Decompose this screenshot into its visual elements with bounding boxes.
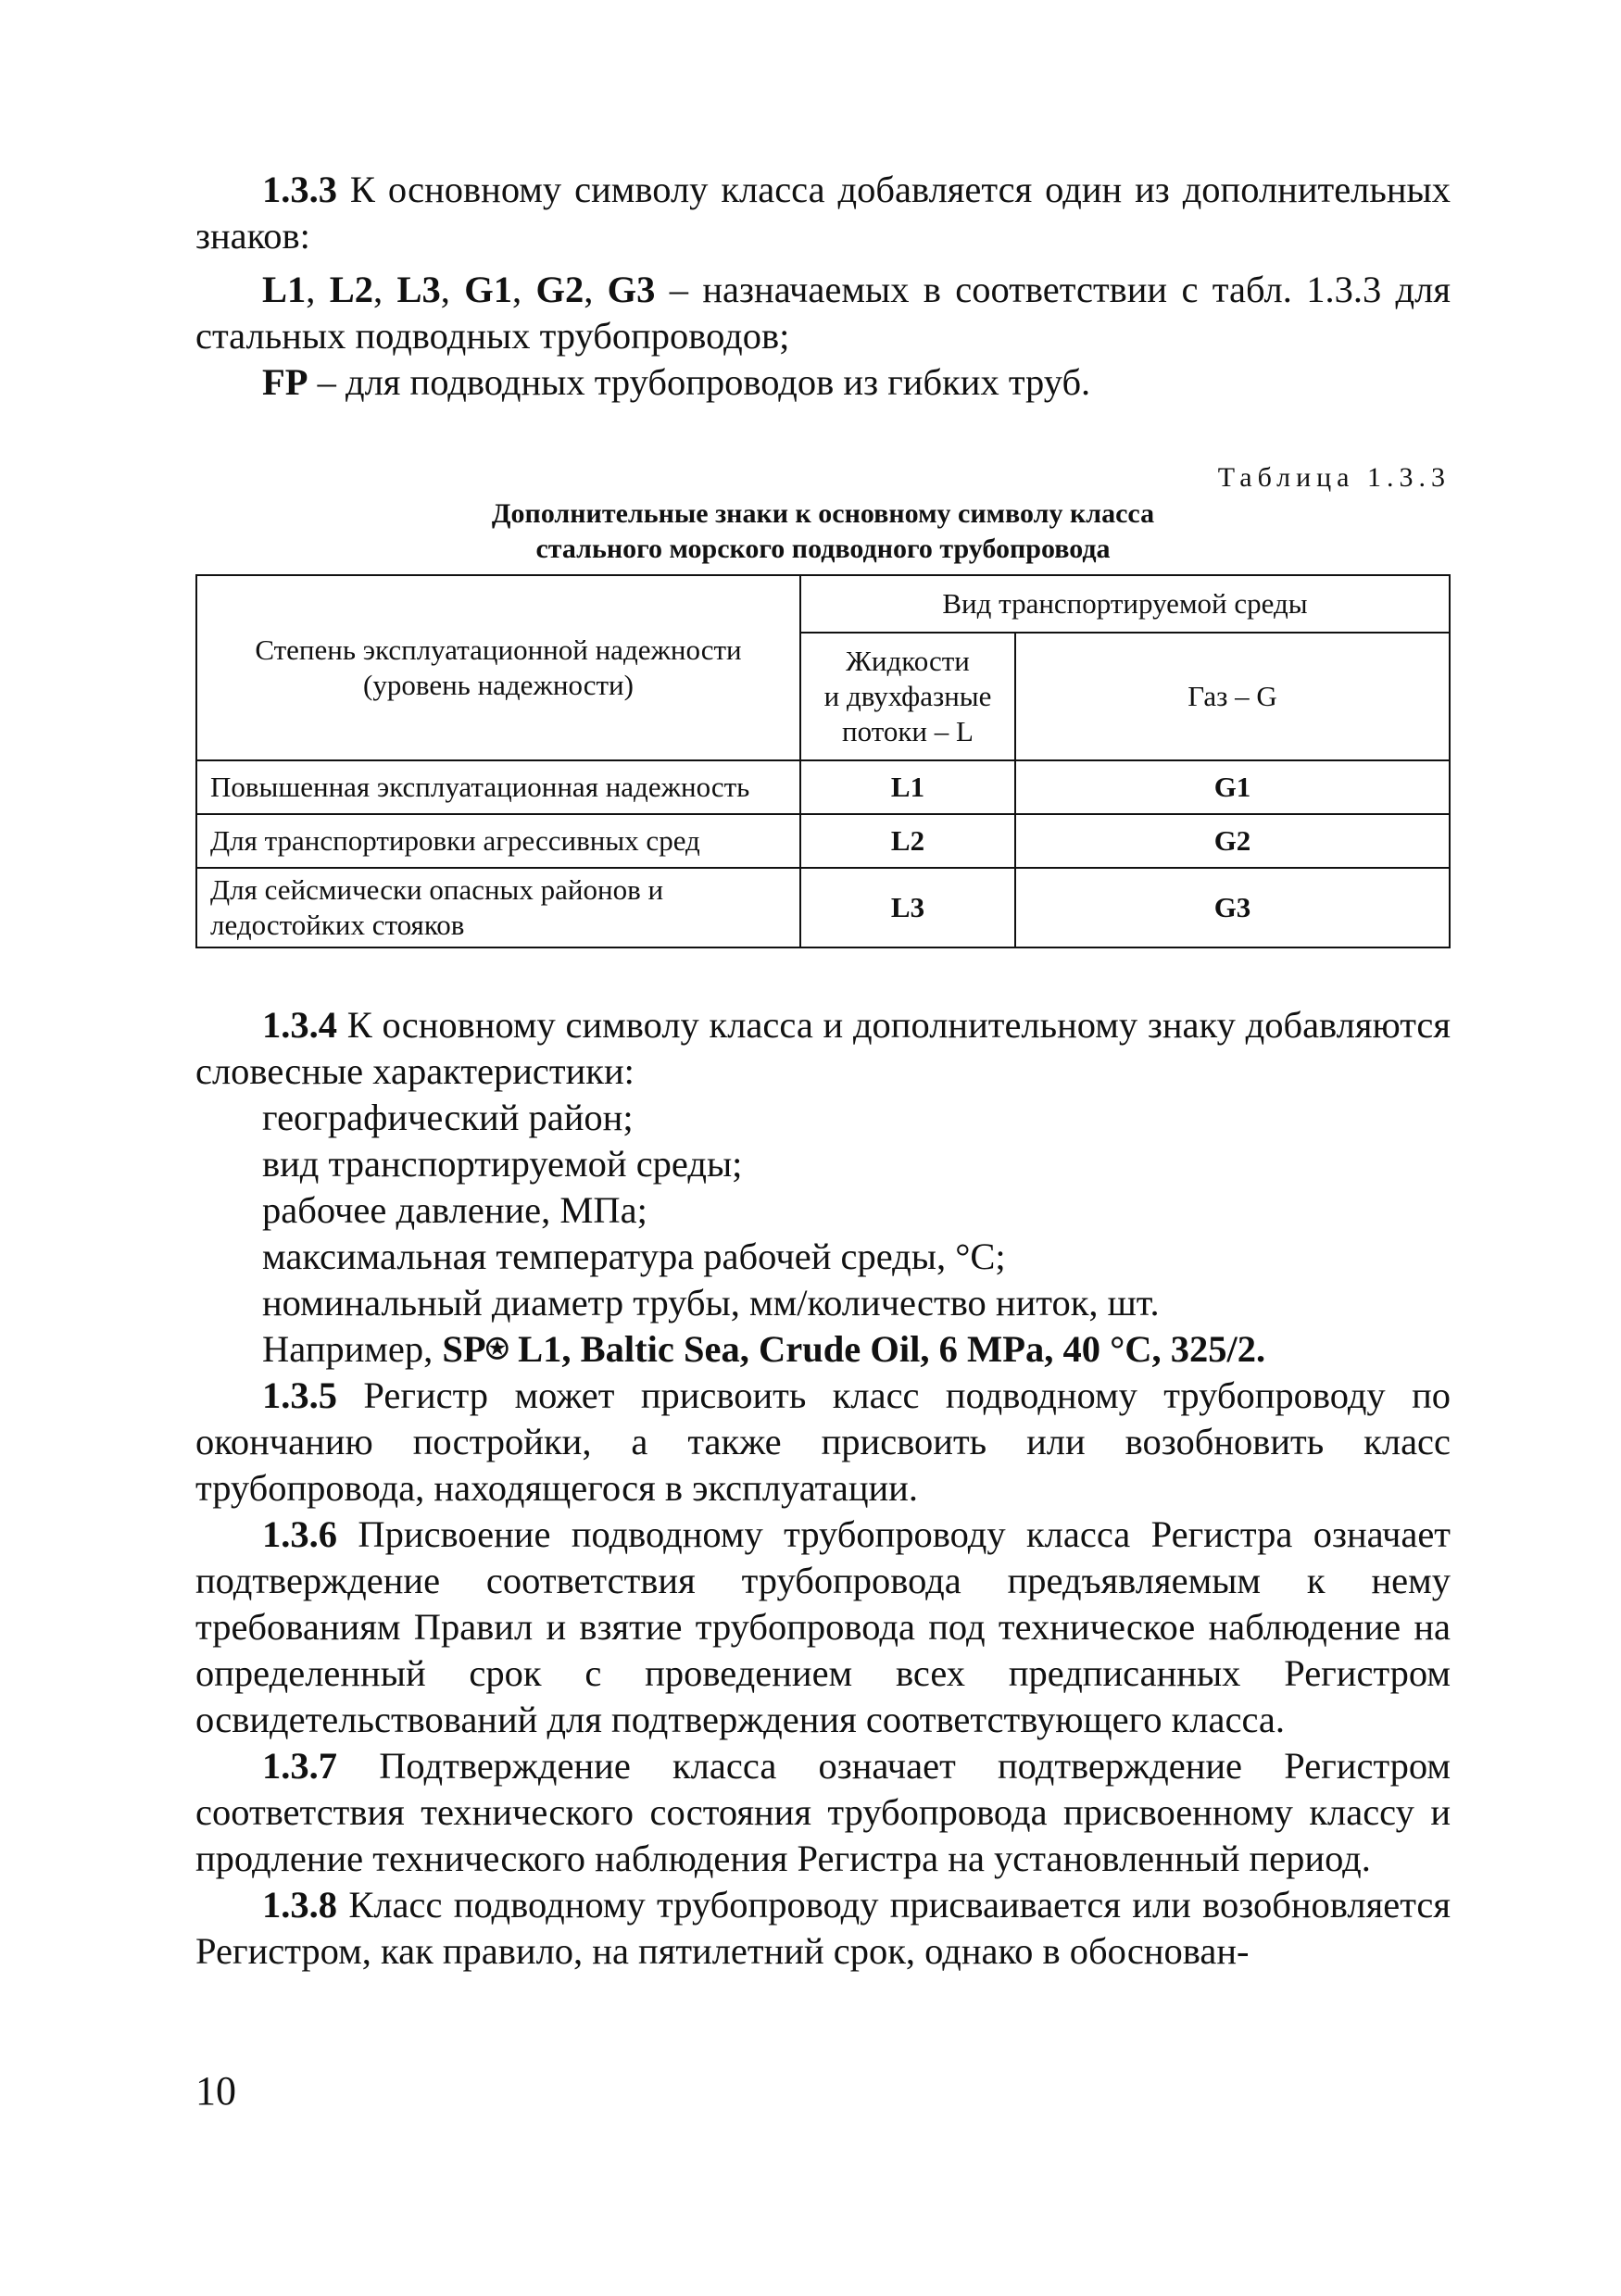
table-row (196, 760, 1450, 814)
table-title (195, 496, 1451, 567)
cell-gas: G1 (1015, 760, 1450, 814)
paragraph-text: – для подводных трубопроводов из гибких труб. (308, 361, 1091, 403)
paragraph-text: Подтверждение класса означает подтверждение Регистром соответствия технического состояния трубопровода присвоенному классу и продление технического наблюдения Регистра на установленный период. (195, 1745, 1451, 1879)
separator: , (373, 269, 397, 310)
mark-g2: G2 (535, 269, 584, 310)
cell-gas: G2 (1015, 814, 1450, 868)
list-item: максимальная температура рабочей среды, °С; (262, 1236, 1006, 1277)
mark-fp: FP (262, 361, 308, 403)
header-gas: Газ – G (1015, 633, 1450, 760)
section-number: 1.3.8 (262, 1884, 337, 1926)
paragraph-1-3-3 (195, 167, 1451, 259)
list-item: вид транспортируемой среды; (262, 1143, 743, 1185)
separator: , (584, 269, 608, 310)
class-marks-table (195, 574, 1451, 948)
mark-g1: G1 (464, 269, 512, 310)
paragraph-class-marks (195, 267, 1451, 359)
table-row (196, 814, 1450, 868)
paragraph-1-3-5 (195, 1373, 1451, 1512)
mark-l1: L1 (262, 269, 307, 310)
header-text: потоки – L (842, 715, 974, 747)
separator: , (440, 269, 465, 310)
header-liquid (800, 633, 1015, 760)
list-item: номинальный диаметр трубы, мм/количество ниток, шт. (262, 1282, 1160, 1324)
register-mark-icon: ⍟ (485, 1328, 509, 1370)
list-item: рабочее давление, МПа; (262, 1189, 647, 1231)
row-label: Для транспортировки агрессивных сред (196, 814, 800, 868)
table-title-line-1: Дополнительные знаки к основному символу класса (491, 498, 1155, 529)
paragraph-1-3-4 (195, 1002, 1451, 1095)
separator: , (306, 269, 330, 310)
list-item: географический район; (262, 1097, 634, 1138)
paragraph-text: К основному символу класса и дополнительному знаку добавляются словесные характеристики: (195, 1004, 1451, 1092)
cell-liquid: L3 (800, 868, 1015, 947)
table-caption: Таблица 1.3.3 (1217, 462, 1451, 493)
paragraph-fp (195, 359, 1451, 406)
cell-liquid: L2 (800, 814, 1015, 868)
separator: , (511, 269, 536, 310)
header-text: Жидкости (846, 645, 970, 677)
paragraph-text: К основному символу класса добавляется один из дополнительных знаков: (195, 169, 1451, 257)
cell-gas: G3 (1015, 868, 1450, 947)
paragraph-text: – назначаемых в соответствии с табл. 1.3.3 для стальных подводных трубопроводов; (195, 269, 1451, 357)
header-text: Степень эксплуатационной надежности (255, 634, 742, 666)
example-line (195, 1326, 1451, 1373)
paragraph-text: Класс подводному трубопроводу присваивается или возобновляется Регистром, как правило, на пятилетний срок, однако в обоснован- (195, 1884, 1451, 1972)
row-label: Для сейсмически опасных районов и ледостойких стояков (196, 868, 800, 947)
table-title-line-2: стального морского подводного трубопровода (535, 533, 1111, 564)
row-label: Повышенная эксплуатационная надежность (196, 760, 800, 814)
mark-l3: L3 (396, 269, 441, 310)
table-header-row (196, 575, 1450, 633)
mark-l2: L2 (329, 269, 373, 310)
header-reliability (196, 575, 800, 760)
mark-g3: G3 (607, 269, 656, 310)
paragraph-1-3-7 (195, 1743, 1451, 1882)
paragraph-text: Присвоение подводному трубопроводу класса Регистра означает подтверждение соответствия трубопровода предъявляемым к нему требованиям Правил и взятие трубопровода под техническое наблюдение на определенный срок с проведением всех предписанных Регистром освидетельствований для подтверждения соответствующего класса. (195, 1513, 1451, 1740)
paragraph-1-3-8 (195, 1882, 1451, 1975)
paragraph-1-3-6 (195, 1512, 1451, 1743)
example-prefix: Например, (262, 1328, 443, 1370)
cell-liquid: L1 (800, 760, 1015, 814)
section-number: 1.3.7 (262, 1745, 337, 1787)
table-row (196, 868, 1450, 947)
example-class-symbol: SP (442, 1328, 486, 1370)
section-number: 1.3.3 (262, 169, 337, 210)
paragraph-text: Регистр может присвоить класс подводному трубопроводу по окончанию постройки, а также присвоить или возобновить класс трубопровода, находящегося в эксплуатации. (195, 1374, 1451, 1509)
example-characteristics: L1, Baltic Sea, Crude Oil, 6 MPa, 40 °C, 325/2. (508, 1328, 1266, 1370)
document-page (195, 167, 1451, 1975)
section-number: 1.3.6 (262, 1513, 337, 1555)
page-number: 10 (195, 2068, 236, 2114)
header-text: (уровень надежности) (363, 669, 634, 701)
section-number: 1.3.5 (262, 1374, 337, 1416)
header-text: и двухфазные (823, 680, 992, 712)
section-number: 1.3.4 (262, 1004, 337, 1046)
header-medium-group: Вид транспортируемой среды (800, 575, 1450, 633)
